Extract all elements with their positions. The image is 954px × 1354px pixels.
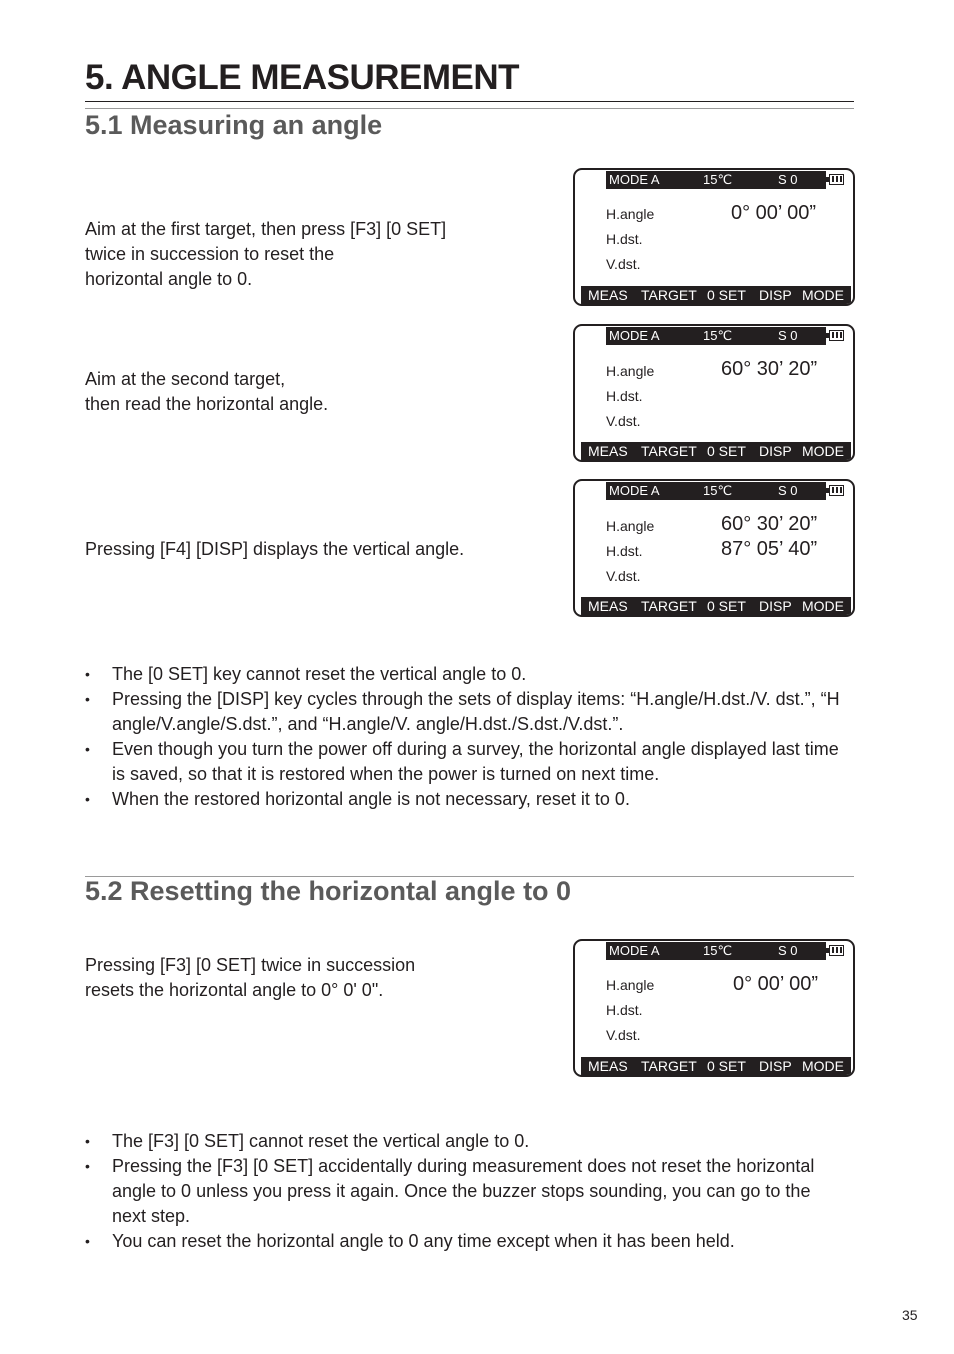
- list-item: • Pressing the [F3] [0 SET] accidentally during measurement does not reset the horizontal angle to 0 unless you press it again. Once the buzzer stops sounding, you can go to the next step.: [85, 1154, 845, 1229]
- step-text: Aim at the first target, then press [F3] [0 SET] twice in succession to reset the horizontal angle to 0.: [85, 219, 447, 289]
- lcd-softkey-bar: [581, 1057, 851, 1075]
- softkey-0set: 0 SET: [707, 287, 746, 303]
- lcd-label: H.dst.: [606, 231, 643, 247]
- step-text: Pressing [F3] [0 SET] twice in succession resets the horizontal angle to 0° 0' 0".: [85, 955, 416, 1000]
- softkey-target: TARGET: [641, 1058, 697, 1074]
- softkey-0set: 0 SET: [707, 598, 746, 614]
- temperature-indicator: 15℃: [703, 328, 733, 343]
- lcd-label: V.dst.: [606, 1027, 641, 1043]
- mode-indicator: MODE A: [609, 172, 660, 187]
- lcd-status-bar: [606, 171, 826, 189]
- notes-list: [85, 662, 845, 812]
- lcd-value: 60° 30’ 20”: [721, 513, 818, 535]
- softkey-meas: MEAS: [588, 443, 628, 459]
- lcd-screen: [573, 324, 855, 462]
- lcd-softkey-bar: [581, 597, 851, 615]
- softkey-meas: MEAS: [588, 598, 628, 614]
- softkey-mode: MODE: [802, 287, 844, 303]
- section-title: 5.2 Resetting the horizontal angle to 0: [85, 876, 572, 906]
- status-indicator: S 0: [778, 172, 798, 187]
- softkey-meas: MEAS: [588, 287, 628, 303]
- lcd-status-bar: [606, 942, 826, 960]
- softkey-0set: 0 SET: [707, 1058, 746, 1074]
- lcd-softkey-bar: [581, 286, 851, 304]
- notes-list: [85, 1129, 845, 1254]
- lcd-label: H.angle: [606, 363, 655, 379]
- softkey-target: TARGET: [641, 598, 697, 614]
- list-item: • Pressing the [DISP] key cycles through the sets of display items: “H.angle/H.dst./V. dst.”, “H angle/V.angle/S.dst.”, and “H.angle/V. angle/H.dst./S.dst./V.dst.”.: [85, 687, 845, 737]
- battery-icon: [826, 327, 848, 345]
- step-text: Pressing [F4] [DISP] displays the vertical angle.: [85, 539, 465, 559]
- lcd-screen: [573, 168, 855, 306]
- lcd-value: 0° 00’ 00”: [731, 202, 817, 224]
- lcd-screen: [573, 939, 855, 1077]
- battery-icon: [826, 482, 848, 500]
- section-title: 5.1 Measuring an angle: [85, 110, 383, 140]
- lcd-label: H.angle: [606, 206, 655, 222]
- lcd-label: H.dst.: [606, 388, 643, 404]
- list-item: • The [0 SET] key cannot reset the vertical angle to 0.: [85, 662, 845, 687]
- list-item: • Even though you turn the power off during a survey, the horizontal angle displayed last time is saved, so that it is restored when the power is turned on next time.: [85, 737, 845, 787]
- list-item: • When the restored horizontal angle is not necessary, reset it to 0.: [85, 787, 845, 812]
- temperature-indicator: 15℃: [703, 943, 733, 958]
- chapter-title: 5. ANGLE MEASUREMENT: [85, 58, 520, 97]
- section-rule: [85, 108, 854, 109]
- softkey-disp: DISP: [759, 287, 792, 303]
- temperature-indicator: 15℃: [703, 172, 733, 187]
- mode-indicator: MODE A: [609, 943, 660, 958]
- chapter-rule: [85, 101, 854, 102]
- softkey-disp: DISP: [759, 1058, 792, 1074]
- softkey-disp: DISP: [759, 598, 792, 614]
- softkey-disp: DISP: [759, 443, 792, 459]
- lcd-status-bar: [606, 482, 826, 500]
- lcd-label: H.dst.: [606, 543, 643, 559]
- lcd-value: 87° 05’ 40”: [721, 538, 818, 560]
- softkey-mode: MODE: [802, 1058, 844, 1074]
- softkey-target: TARGET: [641, 443, 697, 459]
- lcd-value: 60° 30’ 20”: [721, 358, 818, 380]
- step-text: Aim at the second target, then read the horizontal angle.: [85, 369, 329, 414]
- lcd-softkey-bar: [581, 442, 851, 460]
- lcd-label: V.dst.: [606, 568, 641, 584]
- battery-icon: [826, 942, 848, 960]
- softkey-target: TARGET: [641, 287, 697, 303]
- softkey-meas: MEAS: [588, 1058, 628, 1074]
- lcd-label: H.dst.: [606, 1002, 643, 1018]
- lcd-label: H.angle: [606, 518, 655, 534]
- page-number: 35: [902, 1307, 918, 1323]
- lcd-label: V.dst.: [606, 256, 641, 272]
- temperature-indicator: 15℃: [703, 483, 733, 498]
- softkey-0set: 0 SET: [707, 443, 746, 459]
- status-indicator: S 0: [778, 483, 798, 498]
- list-item: • The [F3] [0 SET] cannot reset the vertical angle to 0.: [85, 1129, 845, 1154]
- mode-indicator: MODE A: [609, 328, 660, 343]
- softkey-mode: MODE: [802, 443, 844, 459]
- list-item: • You can reset the horizontal angle to 0 any time except when it has been held.: [85, 1229, 845, 1254]
- status-indicator: S 0: [778, 328, 798, 343]
- battery-icon: [826, 171, 848, 189]
- softkey-mode: MODE: [802, 598, 844, 614]
- lcd-status-bar: [606, 327, 826, 345]
- lcd-label: H.angle: [606, 977, 655, 993]
- mode-indicator: MODE A: [609, 483, 660, 498]
- status-indicator: S 0: [778, 943, 798, 958]
- lcd-label: V.dst.: [606, 413, 641, 429]
- lcd-value: 0° 00’ 00”: [733, 973, 819, 995]
- lcd-screen: [573, 479, 855, 617]
